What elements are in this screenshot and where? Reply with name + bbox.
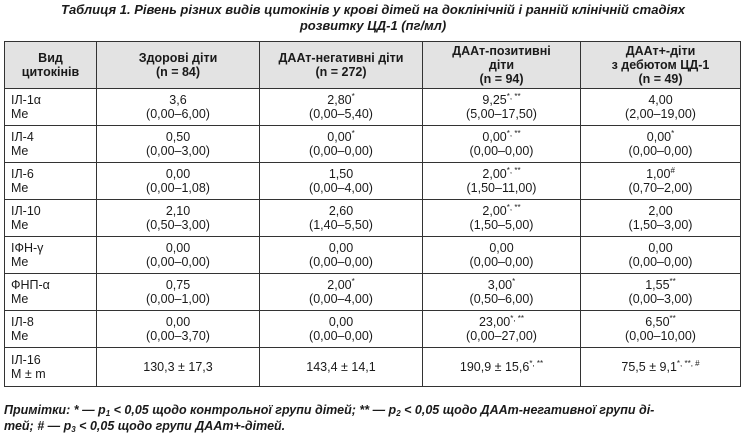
significance-mark: *, ** xyxy=(529,359,544,368)
value-range: (0,00–6,00) xyxy=(146,107,210,121)
value-line xyxy=(423,93,580,107)
stat-label: Me xyxy=(11,329,29,343)
value-line xyxy=(260,130,422,144)
stat-label: Me xyxy=(11,107,29,121)
value-line xyxy=(423,278,580,292)
value-line xyxy=(423,315,580,329)
note-2-mark: ** xyxy=(359,403,370,417)
value-range: (5,00–17,50) xyxy=(466,107,537,121)
value-cell-daat-debut xyxy=(581,163,741,200)
median-value: 1,50 xyxy=(328,167,354,181)
median-value: 4,00 xyxy=(648,93,673,107)
median-value: 2,00 xyxy=(648,204,673,218)
value-cell-daat-positive xyxy=(423,126,581,163)
value-cell-daat-debut xyxy=(581,200,741,237)
median-value: 1,55 xyxy=(645,278,670,292)
table-row xyxy=(5,311,741,348)
value-line xyxy=(581,204,740,218)
value-line xyxy=(260,315,422,329)
stat-label: M ± m xyxy=(11,367,46,381)
median-value: 75,5 ± 9,1 xyxy=(621,360,677,374)
median-value: 0,00 xyxy=(482,130,507,144)
significance-mark: *, ** xyxy=(510,314,525,323)
caption-line-1: Таблиця 1. Рівень різних видів цитокінів у крові дітей на доклінічній і ранній клінічній стадіях xyxy=(61,2,685,17)
significance-mark: * xyxy=(512,277,516,286)
note-3-mark: # xyxy=(37,419,45,433)
value-range: (0,00–0,00) xyxy=(628,144,693,158)
value-range: (1,50–5,00) xyxy=(469,218,534,232)
cytokine-name: ІЛ-1α xyxy=(11,93,42,107)
value-line xyxy=(97,241,259,255)
median-value: 0,00 xyxy=(328,315,354,329)
value-range: (0,00–0,00) xyxy=(469,255,534,269)
value-range: (1,50–11,00) xyxy=(466,181,537,195)
note-3-p: p xyxy=(63,419,72,433)
median-value: 0,00 xyxy=(646,130,672,144)
median-value: 2,10 xyxy=(165,204,191,218)
cytokine-name: ІЛ-4 xyxy=(11,130,34,144)
value-range: (0,00–1,00) xyxy=(146,292,210,306)
cytokine-name: ІЛ-6 xyxy=(11,167,34,181)
value-range: (0,70–2,00) xyxy=(628,181,693,195)
header-cell-type: Вид цитокінів xyxy=(5,42,97,89)
value-range: (0,00–0,00) xyxy=(469,144,534,158)
significance-mark: * xyxy=(671,129,675,138)
note-3-text: < 0,05 щодо групи ДААт+-дітей. xyxy=(79,419,286,433)
value-line xyxy=(97,93,259,107)
value-cell-healthy xyxy=(97,200,260,237)
cytokine-name-cell xyxy=(5,163,97,200)
median-value: 2,00 xyxy=(327,278,352,292)
value-line xyxy=(581,360,740,374)
value-range: (2,00–19,00) xyxy=(625,107,696,121)
median-value: 9,25 xyxy=(482,93,507,107)
stat-label: Me xyxy=(11,292,29,306)
median-value: 143,4 ± 14,1 xyxy=(306,360,376,374)
table-row xyxy=(5,89,741,126)
stat-label: Me xyxy=(11,144,29,158)
significance-mark: *, **, # xyxy=(676,359,700,368)
note-2-text: < 0,05 щодо ДААт-негативної групи ді- xyxy=(404,403,655,417)
value-range: (0,00–0,00) xyxy=(309,255,373,269)
note-1-mark: * xyxy=(73,403,79,417)
stat-label: Me xyxy=(11,181,29,195)
value-range: (0,00–4,00) xyxy=(309,181,373,195)
header-cell-daat-debut: ДААт+-діти з дебютом ЦД-1 (n = 49) xyxy=(581,42,741,89)
median-value: 0,00 xyxy=(328,241,354,255)
table-row xyxy=(5,200,741,237)
value-line xyxy=(581,278,740,292)
median-value: 190,9 ± 15,6 xyxy=(459,360,530,374)
value-line xyxy=(581,130,740,144)
value-range: (0,00–3,70) xyxy=(146,329,210,343)
value-line xyxy=(97,315,259,329)
notes-prefix: Примітки: xyxy=(4,403,71,417)
value-line xyxy=(260,278,422,292)
value-line xyxy=(581,315,740,329)
median-value: 0,75 xyxy=(165,278,191,292)
median-value: 0,00 xyxy=(327,130,352,144)
value-range: (0,00–0,00) xyxy=(628,255,693,269)
cytokine-name: ФНП-α xyxy=(11,278,50,292)
value-line xyxy=(260,167,422,181)
value-line xyxy=(581,93,740,107)
cytokine-name: ІФН-γ xyxy=(11,241,44,255)
value-line xyxy=(97,167,259,181)
value-range: (0,00–27,00) xyxy=(466,329,537,343)
value-range: (0,00–3,00) xyxy=(146,144,210,158)
value-cell-daat-positive xyxy=(423,311,581,348)
note-1-p: p xyxy=(98,403,106,417)
cytokine-name-cell xyxy=(5,311,97,348)
value-cell-daat-debut xyxy=(581,237,741,274)
cytokine-name: ІЛ-8 xyxy=(11,315,34,329)
value-cell-daat-debut xyxy=(581,89,741,126)
value-cell-daat-debut xyxy=(581,274,741,311)
table-row xyxy=(5,237,741,274)
value-cell-daat-debut xyxy=(581,311,741,348)
value-cell-healthy xyxy=(97,89,260,126)
value-line xyxy=(423,167,580,181)
value-cell-daat-negative xyxy=(260,274,423,311)
median-value: 2,00 xyxy=(482,167,507,181)
header-cell-daat-positive: ДААт-позитивні діти (n = 94) xyxy=(423,42,581,89)
value-line xyxy=(97,204,259,218)
median-value: 2,60 xyxy=(328,204,354,218)
cytokine-name-cell xyxy=(5,89,97,126)
table-row xyxy=(5,126,741,163)
value-cell-daat-positive xyxy=(423,89,581,126)
value-cell-daat-debut xyxy=(581,126,741,163)
note-1-sub: 1 xyxy=(105,409,111,418)
significance-mark: *, ** xyxy=(506,166,521,175)
median-value: 0,50 xyxy=(165,130,191,144)
value-range: (1,50–3,00) xyxy=(628,218,693,232)
table-caption xyxy=(0,2,746,34)
header-row xyxy=(5,42,741,89)
cytokine-table xyxy=(4,41,741,387)
table-body xyxy=(5,89,741,387)
value-cell-daat-negative xyxy=(260,200,423,237)
median-value: 6,50 xyxy=(645,315,670,329)
value-line xyxy=(423,241,580,255)
value-cell-daat-positive xyxy=(423,163,581,200)
value-range: (0,50–3,00) xyxy=(146,218,210,232)
value-range: (0,00–0,00) xyxy=(309,144,373,158)
value-line xyxy=(423,130,580,144)
note-1-text: < 0,05 щодо контрольної групи дітей; xyxy=(113,403,356,417)
value-range: (0,00–4,00) xyxy=(309,292,373,306)
value-cell-daat-positive xyxy=(423,274,581,311)
cytokine-name-cell xyxy=(5,274,97,311)
value-line xyxy=(97,130,259,144)
significance-mark: ** xyxy=(669,314,676,323)
value-cell-daat-negative xyxy=(260,348,423,387)
median-value: 2,80 xyxy=(327,93,352,107)
median-value: 0,00 xyxy=(165,167,191,181)
value-range: (0,00–0,00) xyxy=(146,255,210,269)
value-cell-daat-positive xyxy=(423,348,581,387)
median-value: 3,6 xyxy=(169,93,187,107)
note-2-sub: 2 xyxy=(396,409,401,418)
cytokine-name-cell xyxy=(5,126,97,163)
value-line xyxy=(581,241,740,255)
value-line xyxy=(260,204,422,218)
median-value: 3,00 xyxy=(487,278,513,292)
value-line xyxy=(260,360,422,374)
value-cell-daat-negative xyxy=(260,89,423,126)
significance-mark: *, ** xyxy=(506,203,521,212)
value-line xyxy=(260,241,422,255)
cytokine-name-cell xyxy=(5,348,97,387)
value-line xyxy=(581,167,740,181)
value-range: (0,00–1,08) xyxy=(146,181,210,195)
header-cell-healthy: Здорові діти (n = 84) xyxy=(97,42,260,89)
note-3-sub: 3 xyxy=(71,425,76,434)
value-cell-healthy xyxy=(97,163,260,200)
stat-label: Me xyxy=(11,255,29,269)
median-value: 0,00 xyxy=(648,241,673,255)
median-value: 23,00 xyxy=(478,315,511,329)
header-cell-daat-negative: ДААт-негативні діти (n = 272) xyxy=(260,42,423,89)
value-cell-daat-negative xyxy=(260,163,423,200)
cytokine-name-cell xyxy=(5,200,97,237)
caption-line-2: розвитку ЦД-1 (пг/мл) xyxy=(299,18,447,33)
cytokine-name: ІЛ-10 xyxy=(11,204,41,218)
significance-mark: # xyxy=(670,166,675,175)
median-value: 130,3 ± 17,3 xyxy=(143,360,213,374)
value-cell-healthy xyxy=(97,126,260,163)
value-line xyxy=(97,278,259,292)
significance-mark: * xyxy=(351,129,355,138)
value-line xyxy=(97,360,259,374)
value-cell-daat-positive xyxy=(423,200,581,237)
value-range: (0,00–0,00) xyxy=(309,329,373,343)
value-cell-healthy xyxy=(97,311,260,348)
value-cell-daat-positive xyxy=(423,237,581,274)
median-value: 0,00 xyxy=(165,241,191,255)
median-value: 0,00 xyxy=(489,241,514,255)
cytokine-name-cell xyxy=(5,237,97,274)
median-value: 1,00 xyxy=(646,167,671,181)
value-range: (1,40–5,50) xyxy=(309,218,373,232)
note-2-p: p xyxy=(388,403,397,417)
cytokine-name: ІЛ-16 xyxy=(11,353,41,367)
value-cell-healthy xyxy=(97,237,260,274)
table-row xyxy=(5,163,741,200)
value-cell-daat-negative xyxy=(260,237,423,274)
value-range: (0,50–6,00) xyxy=(469,292,534,306)
table-row xyxy=(5,348,741,387)
value-range: (0,00–10,00) xyxy=(625,329,696,343)
value-line xyxy=(423,204,580,218)
value-cell-daat-negative xyxy=(260,126,423,163)
stat-label: Me xyxy=(11,218,29,232)
significance-mark: ** xyxy=(669,277,676,286)
median-value: 2,00 xyxy=(482,204,507,218)
value-cell-healthy xyxy=(97,274,260,311)
note-2-cont: тей; xyxy=(4,419,34,433)
value-cell-daat-debut xyxy=(581,348,741,387)
value-cell-daat-negative xyxy=(260,311,423,348)
significance-mark: * xyxy=(351,92,355,101)
significance-mark: *, ** xyxy=(506,129,521,138)
value-range: (0,00–5,40) xyxy=(309,107,373,121)
significance-mark: *, ** xyxy=(506,92,521,101)
significance-mark: * xyxy=(351,277,355,286)
table-row xyxy=(5,274,741,311)
value-line xyxy=(423,360,580,374)
value-range: (0,00–3,00) xyxy=(628,292,693,306)
median-value: 0,00 xyxy=(165,315,191,329)
table-notes: Примітки: * — $p_1 < 0,05$ щодо контрольної групи дітей; ** — $p_2 < 0,05$ щодо ДААт-негативної групи ді- тей; # — $p_3 < 0,05$ щодо групи ДААт+-дітей. xyxy=(4,403,655,434)
value-cell-healthy xyxy=(97,348,260,387)
value-line xyxy=(260,93,422,107)
